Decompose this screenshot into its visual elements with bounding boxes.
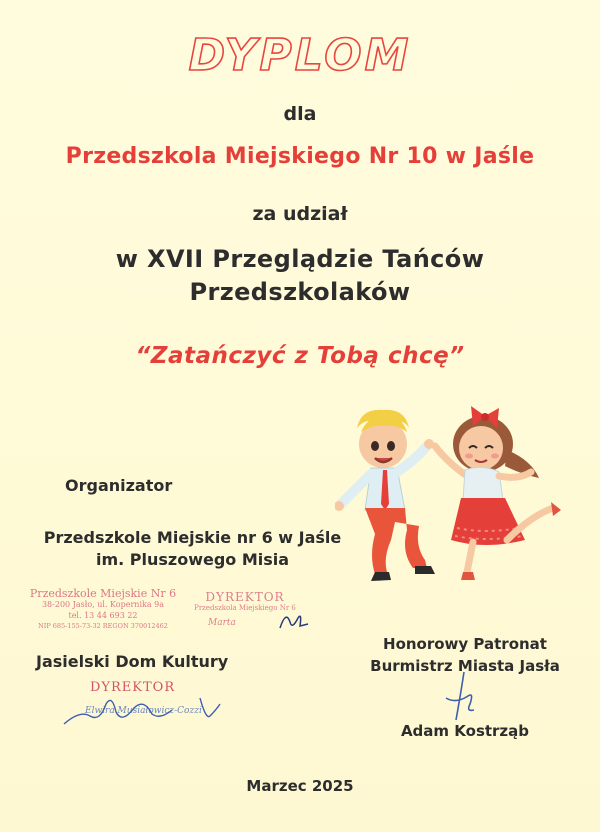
co-organizer-signature xyxy=(60,690,230,730)
co-organizer-stamp-name: Elwira Musiałowicz-Cozzi xyxy=(85,706,202,716)
patronage-line2: Burmistrz Miasta Jasła xyxy=(370,657,560,675)
stamp-phone: tel. 13 44 693 22 xyxy=(68,611,138,620)
event-name-line2: Przedszkolaków xyxy=(189,278,411,306)
participation-label: za udział xyxy=(252,203,348,225)
stamp-address: 38-200 Jasło, ul. Kopernika 9a xyxy=(41,600,165,609)
stamp-institution-name: Przedszkole Miejskie Nr 6 xyxy=(29,587,177,600)
for-label: dla xyxy=(283,103,317,125)
organizer-label: Organizator xyxy=(65,476,173,495)
event-motto: “Zatańczyć z Tobą chcę” xyxy=(135,343,465,369)
director-signature xyxy=(276,608,310,634)
stamp-ids: NIP 685-155-73-32 REGON 370012462 xyxy=(38,622,168,630)
co-organizer-name: Jasielski Dom Kultury xyxy=(36,652,229,671)
organizer-name xyxy=(0,527,385,571)
organizer-name-line2: im. Pluszowego Misia xyxy=(95,550,290,569)
diploma-title: DYPLOM xyxy=(188,30,412,81)
event-name-line1: w XVII Przeglądzie Tańców xyxy=(115,245,485,273)
girl-figure xyxy=(435,406,561,580)
director-stamp-title: DYREKTOR xyxy=(205,590,285,604)
mayor-signature xyxy=(440,668,480,728)
organizer-stamp xyxy=(28,588,178,632)
mayor-name: Adam Kostrząb xyxy=(400,722,530,740)
recipient-name: Przedszkola Miejskiego Nr 10 w Jaśle xyxy=(65,144,535,169)
organizer-name-line1: Przedszkole Miejskie nr 6 w Jaśle xyxy=(43,528,342,547)
diploma-date: Marzec 2025 xyxy=(246,777,354,795)
co-organizer-stamp-title: DYREKTOR xyxy=(90,680,176,695)
director-stamp-line: Przedszkola Miejskiego Nr 6 xyxy=(194,604,296,612)
patronage-line1: Honorowy Patronat xyxy=(383,635,547,653)
director-stamp-signature-name: Marta xyxy=(208,618,236,628)
